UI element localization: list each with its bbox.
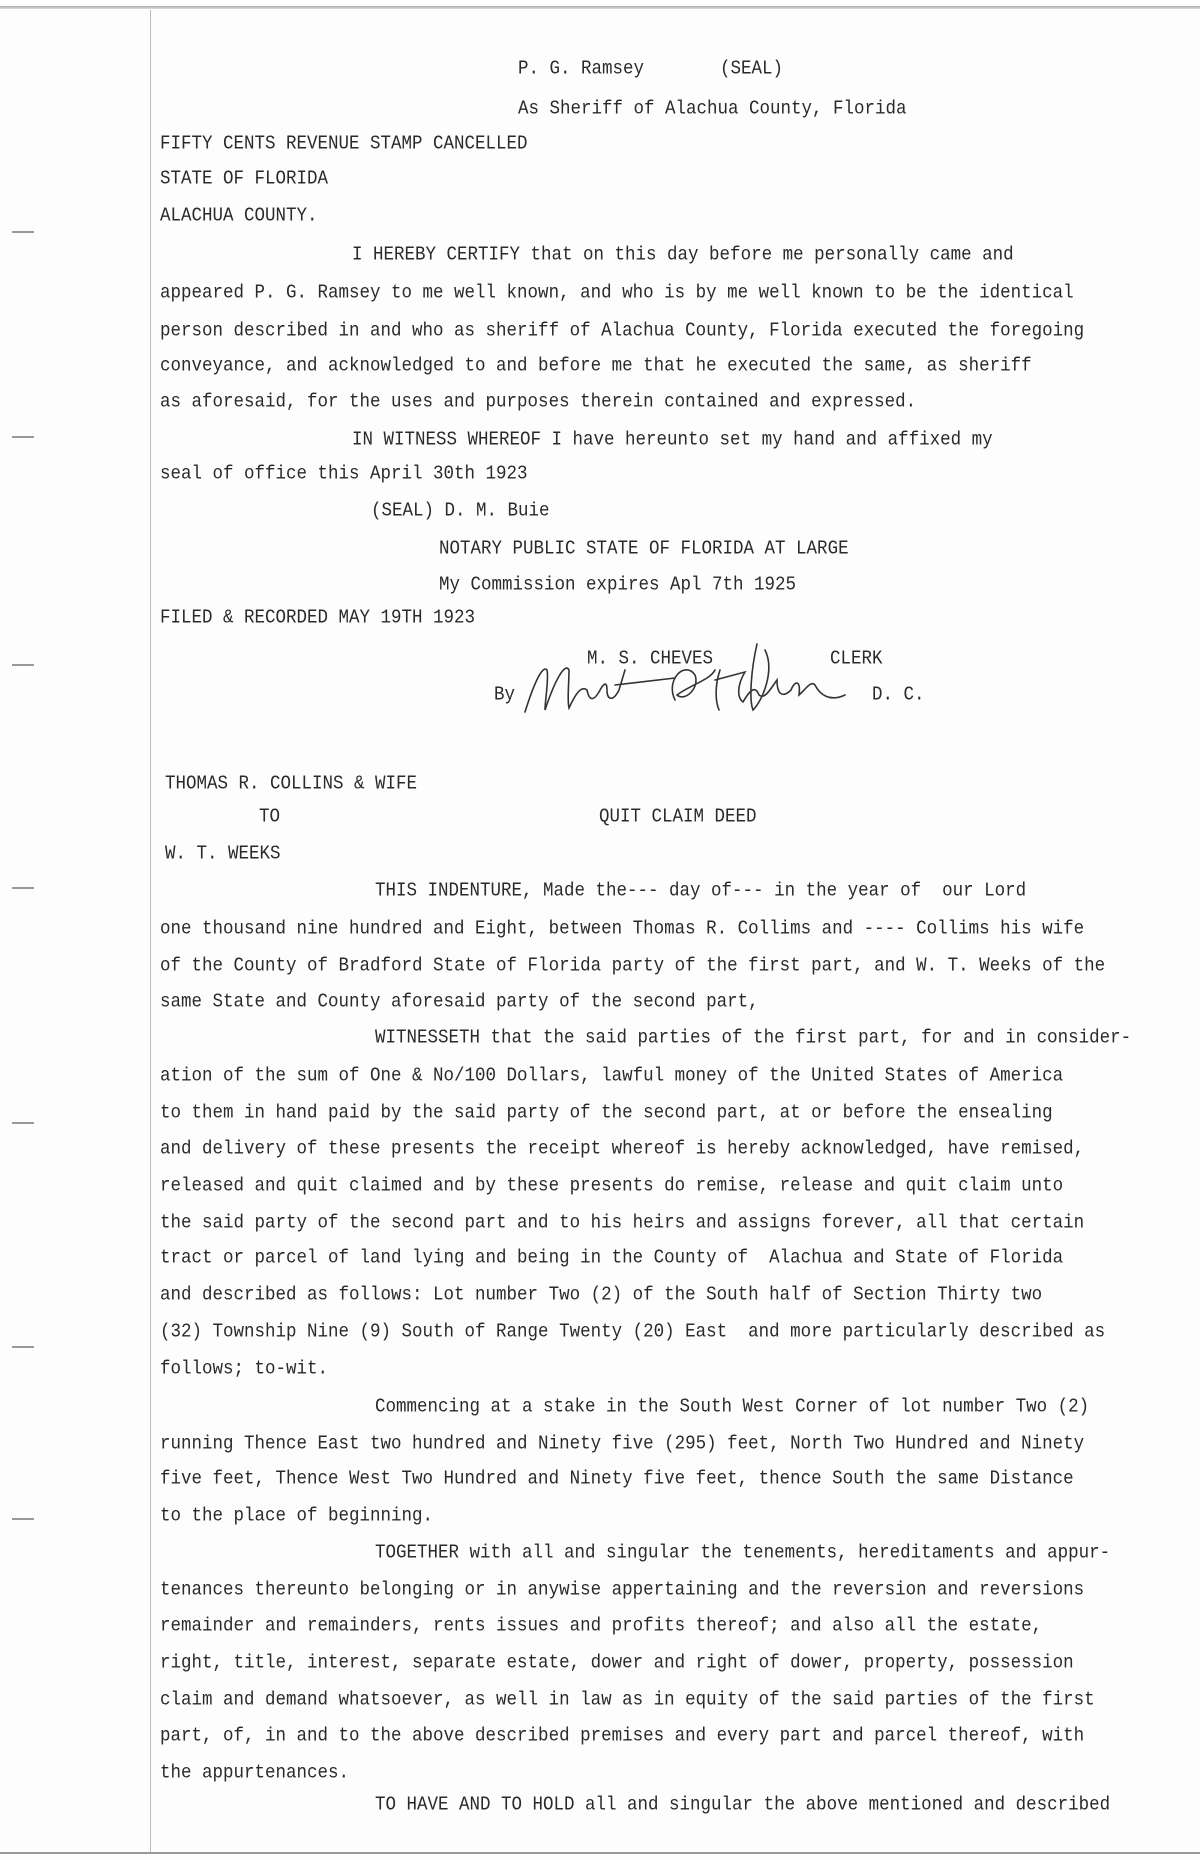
stamp-note: FIFTY CENTS REVENUE STAMP CANCELLED — [160, 132, 528, 156]
bottom-border — [0, 1852, 1200, 1854]
notary-commission: My Commission expires Apl 7th 1925 — [439, 573, 797, 597]
binding-mark — [12, 1346, 34, 1348]
deed-body-line: to them in hand paid by the said party of the second part, at or before the ensealing — [160, 1101, 1053, 1125]
binding-mark — [12, 231, 34, 233]
certificate-line: person described in and who as sheriff of Alachua County, Florida executed the foregoing — [160, 319, 1085, 343]
deed-body-line: and delivery of these presents the receipt whereof is hereby acknowledged, have remised, — [160, 1137, 1085, 1161]
binding-mark — [12, 436, 34, 438]
deed-body-line: remainder and remainders, rents issues and profits thereof; and also all the estate, — [160, 1614, 1043, 1638]
certificate-line: conveyance, and acknowledged to and before me that he executed the same, as sheriff — [160, 354, 1032, 378]
deed-body-line: the appurtenances. — [160, 1761, 350, 1785]
deputy-clerk: D. C. — [872, 683, 925, 707]
deed-grantee: W. T. WEEKS — [165, 842, 281, 866]
margin-line — [150, 10, 151, 1852]
deed-title: QUIT CLAIM DEED — [599, 805, 757, 829]
clerk-by: By — [494, 683, 516, 707]
binding-mark — [12, 887, 34, 889]
deed-body-line: tract or parcel of land lying and being in the County of Alachua and State of Florida — [160, 1246, 1064, 1270]
deed-body-line: Commencing at a stake in the South West Corner of lot number Two (2) — [375, 1395, 1090, 1419]
certificate-line: appeared P. G. Ramsey to me well known, and who is by me well known to be the identical — [160, 281, 1074, 305]
deed-body-line: WITNESSETH that the said parties of the first part, for and in consider- — [375, 1026, 1132, 1050]
deed-body-line: tenances thereunto belonging or in anywise appertaining and the reversion and reversions — [160, 1578, 1085, 1602]
deed-body-line: claim and demand whatsoever, as well in law as in equity of the said parties of the first — [160, 1688, 1095, 1712]
clerk-title: CLERK — [830, 647, 883, 671]
seal-label: (SEAL) — [720, 57, 784, 81]
binding-mark — [12, 664, 34, 666]
venue-county: ALACHUA COUNTY. — [160, 204, 318, 228]
certificate-line: IN WITNESS WHEREOF I have hereunto set my hand and affixed my — [352, 428, 993, 452]
deed-body-line: to the place of beginning. — [160, 1504, 434, 1528]
deed-body-line: same State and County aforesaid party of the second part, — [160, 990, 759, 1014]
deed-body-line: (32) Township Nine (9) South of Range Twenty (20) East and more particularly described as — [160, 1320, 1106, 1344]
binding-mark — [12, 1518, 34, 1520]
deed-body-line: right, title, interest, separate estate, dower and right of dower, property, possession — [160, 1651, 1074, 1675]
clerk-name: M. S. CHEVES — [587, 647, 714, 671]
deed-body-line: THIS INDENTURE, Made the--- day of--- in the year of our Lord — [375, 879, 1027, 903]
deed-body-line: released and quit claimed and by these presents do remise, release and quit claim unto — [160, 1174, 1064, 1198]
venue-state: STATE OF FLORIDA — [160, 167, 329, 191]
filed-recorded: FILED & RECORDED MAY 19TH 1923 — [160, 606, 476, 630]
binding-mark — [12, 1122, 34, 1124]
deed-body-line: of the County of Bradford State of Florida party of the first part, and W. T. Weeks of the — [160, 954, 1106, 978]
certificate-line: as aforesaid, for the uses and purposes therein contained and expressed. — [160, 390, 917, 414]
top-border — [0, 6, 1200, 9]
certificate-line: seal of office this April 30th 1923 — [160, 462, 528, 486]
deed-body-line: TOGETHER with all and singular the tenements, hereditaments and appur- — [375, 1541, 1111, 1565]
deed-body-line: running Thence East two hundred and Ninety five (295) feet, North Two Hundred and Ninety — [160, 1432, 1085, 1456]
certificate-line: I HEREBY CERTIFY that on this day before me personally came and — [352, 243, 1014, 267]
deed-body-line: ation of the sum of One & No/100 Dollars, lawful money of the United States of America — [160, 1064, 1064, 1088]
deed-body-line: the said party of the second part and to his heirs and assigns forever, all that certain — [160, 1211, 1085, 1235]
notary-signature: (SEAL) D. M. Buie — [371, 499, 550, 523]
deed-body-line: part, of, in and to the above described premises and every part and parcel thereof, with — [160, 1724, 1085, 1748]
deed-body-line: one thousand nine hundred and Eight, between Thomas R. Collims and ---- Collims his wife — [160, 917, 1085, 941]
deed-body-line: follows; to-wit. — [160, 1357, 329, 1381]
deed-body-line: five feet, Thence West Two Hundred and Ninety five feet, thence South the same Distance — [160, 1467, 1074, 1491]
signer-name: P. G. Ramsey — [518, 57, 645, 81]
deed-body-line: and described as follows: Lot number Two (2) of the South half of Section Thirty two — [160, 1283, 1043, 1307]
signer-title: As Sheriff of Alachua County, Florida — [518, 97, 907, 121]
deed-body-line: TO HAVE AND TO HOLD all and singular the above mentioned and described — [375, 1793, 1111, 1817]
deed-to: TO — [259, 805, 281, 829]
deed-grantor: THOMAS R. COLLINS & WIFE — [165, 772, 418, 796]
notary-title: NOTARY PUBLIC STATE OF FLORIDA AT LARGE — [439, 537, 849, 561]
